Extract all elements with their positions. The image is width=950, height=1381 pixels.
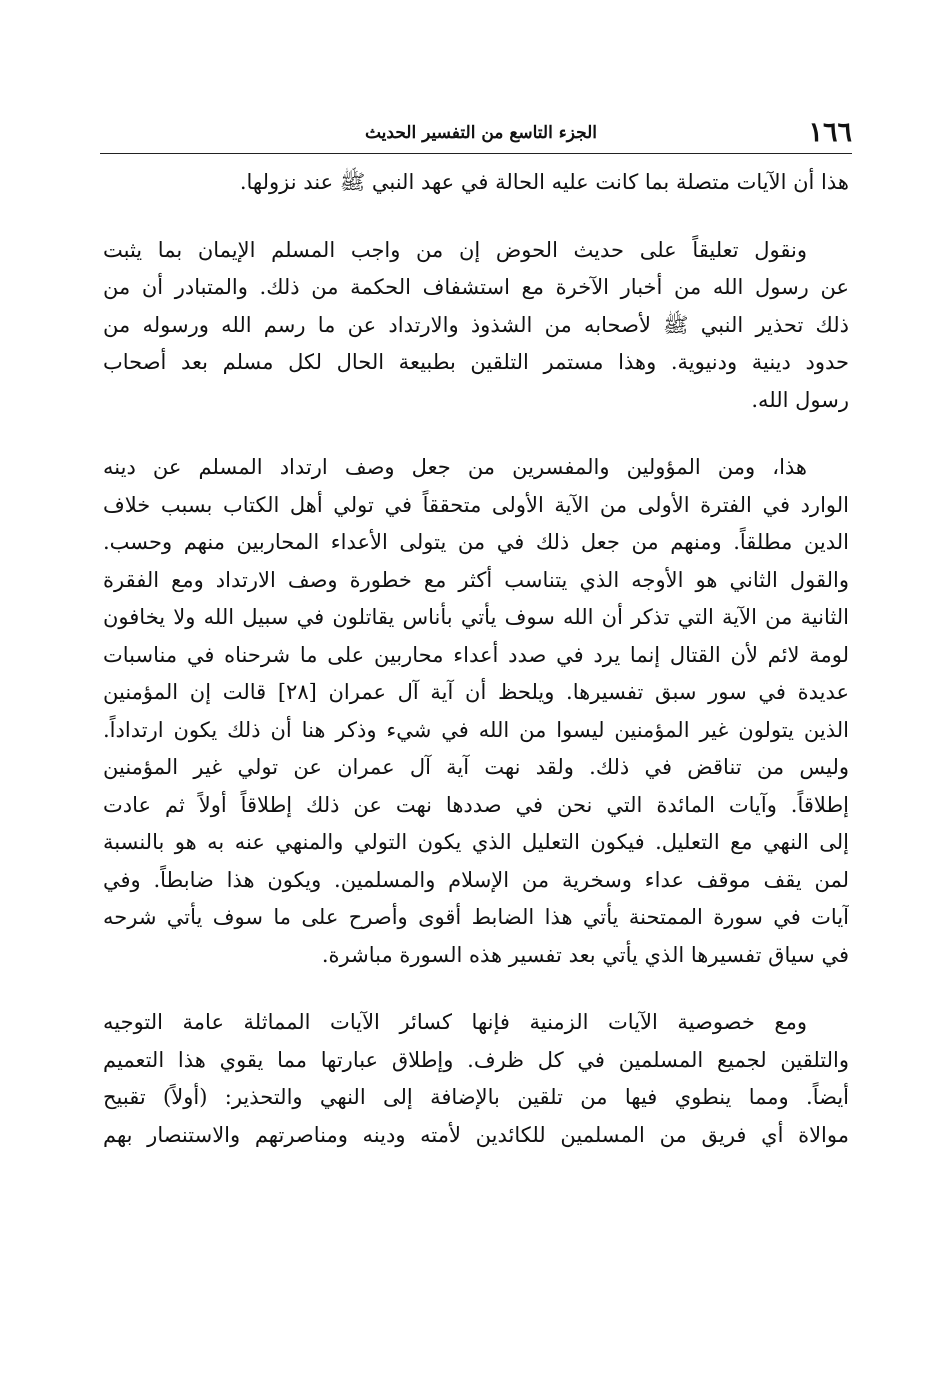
text-line: لومة لائم لأن القتال إنما يرد في صدد أعداء محاربين على ما شرحناه في مناسبات (103, 642, 849, 667)
text-line: حدود دينية ودنيوية. وهذا مستمر التلقين بطبيعة الحال لكل مسلم بعد أصحاب (103, 350, 849, 374)
text-line: هذا، ومن المؤولين والمفسرين من جعل وصف ارتداد المسلم عن دينه (103, 455, 807, 479)
paragraph-3 (103, 449, 849, 974)
paragraph-gap (103, 202, 849, 232)
text-line: الثانية من الآية التي تذكر أن الله سوف يأتي بأناس يقاتلون في سبيل الله ولا يخافون (103, 605, 849, 629)
header-divider (100, 153, 852, 154)
text-line: والقول الثاني هو الأوجه الذي يتناسب أكثر مع خطورة وصف الارتداد ومع الفقرة (103, 567, 849, 592)
text-line: ذلك تحذير النبي ﷺ لأصحابه من الشذوذ والارتداد عن ما رسم الله ورسوله من (103, 312, 849, 337)
paragraph-2 (103, 232, 849, 420)
running-header-title: الجزء التاسع من التفسير الحديث (364, 123, 597, 143)
text-line: إطلاقاً. وآيات المائدة التي نحن في صددها نهت عن ذلك إطلاقاً أولاً ثم عادت (103, 792, 849, 817)
running-header (100, 116, 852, 150)
text-line: وليس من تناقض في ذلك. ولقد نهت آية آل عمران عن تولي غير المؤمنين (103, 755, 849, 779)
text-line: الوارد في الفترة الأولى من الآية الأولى متحققاً في تولي أهل الكتاب بسبب خلاف (103, 492, 849, 517)
paragraph-4 (103, 1004, 849, 1154)
paragraph-gap (103, 974, 849, 1004)
text-line: إلى النهي مع التعليل. فيكون التعليل الذي يكون التولي والمنهي عنه به هو بالنسبة (103, 830, 849, 854)
text-line: عديدة في سور سبق تفسيرها. ويلحظ أن آية آل عمران [٢٨] قالت إن المؤمنين (103, 680, 849, 704)
text-line: رسول الله. (751, 387, 849, 412)
paragraph-1 (103, 164, 849, 202)
page-number: ١٦٦ (808, 117, 852, 148)
paragraph-gap (103, 419, 849, 449)
text-line: عن رسول الله من أخبار الآخرة مع استشفاف الحكمة من ذلك. والمتبادر أن من (103, 275, 849, 299)
text-line: آيات في سورة الممتحنة يأتي هذا الضابط أقوى وأصرح على ما سوف يأتي شرحه (103, 905, 849, 929)
text-line: موالاة أي فريق من المسلمين للكائدين لأمته ودينه ومناصرتهم والاستنصار بهم (103, 1122, 849, 1147)
text-line: ونقول تعليقاً على حديث الحوض إن من واجب المسلم الإيمان بما يثبت (103, 237, 807, 262)
text-line: والتلقين لجميع المسلمين في كل ظرف. وإطلاق عبارتها مما يقوي هذا التعميم (103, 1047, 849, 1072)
text-line: الدين مطلقاً. ومنهم من جعل ذلك في من يتولى الأعداء المحاربين منهم وحسب. (103, 530, 849, 554)
text-line: ومع خصوصية الآيات الزمنية فإنها كسائر الآيات المماثلة عامة التوجيه (103, 1010, 807, 1034)
text-line: أيضاً. ومما ينطوي فيها من تلقين بالإضافة إلى النهي والتحذير: (أولاً) تقبيح (103, 1085, 849, 1109)
text-line: لمن يقف موقف عداء وسخرية من الإسلام والمسلمين. ويكون هذا ضابطاً. وفي (103, 867, 849, 892)
text-line: هذا أن الآيات متصلة بما كانت عليه الحالة في عهد النبي ﷺ عند نزولها. (239, 170, 849, 194)
text-line: الذين يتولون غير المؤمنين ليسوا من الله في شيء وذكر هنا أن ذلك يكون ارتداداً. (103, 717, 849, 742)
body-text (103, 164, 849, 1154)
text-line: في سياق تفسيرها الذي يأتي بعد تفسير هذه السورة مباشرة. (321, 942, 849, 967)
